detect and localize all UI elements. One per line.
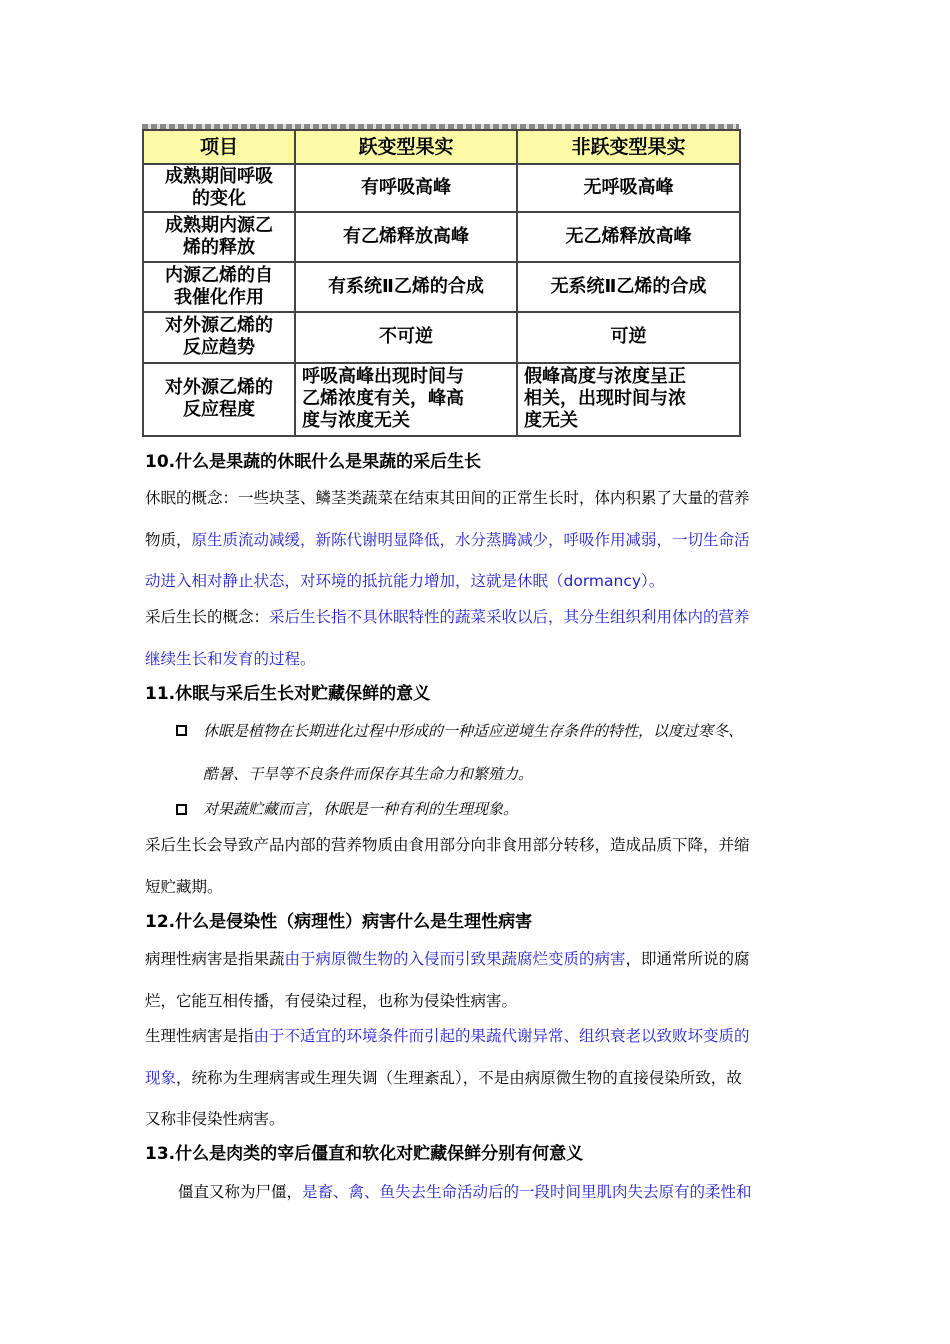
cell: 可逆 [517, 312, 740, 362]
q10-dormancy-line2 [145, 530, 750, 550]
q12-physiological-line1 [145, 1026, 750, 1046]
q12-pathological-line2: 烂，它能互相传播，有侵染过程，也称为侵染性病害。 [145, 992, 518, 1010]
q11-bullet1-line1: 休眠是植物在长期进化过程中形成的一种适应逆境生存条件的特性，以度过寒冬、 [203, 722, 744, 740]
row-label: 成熟期内源乙 烯的释放 [143, 212, 295, 262]
cell: 无系统Ⅱ乙烯的合成 [517, 262, 740, 312]
table-row [143, 262, 740, 312]
checkbox-bullet-icon [176, 725, 187, 736]
table-header-row [143, 130, 740, 164]
header-climacteric: 跃变型果实 [295, 130, 517, 164]
row-label: 内源乙烯的自 我催化作用 [143, 262, 295, 312]
row-label: 对外源乙烯的 反应趋势 [143, 312, 295, 362]
highlighted-text: 采后生长指不具休眠特性的蔬菜采收以后，其分生组织利用体内的营养 [269, 608, 750, 626]
text-run: 物质， [145, 531, 192, 549]
highlighted-text: 是畜、禽、鱼失去生命活动后的一段时间里肌肉失去原有的柔性和 [302, 1183, 752, 1201]
q12-physiological-line3: 又称非侵染性病害。 [145, 1110, 285, 1128]
cell: 有呼吸高峰 [295, 164, 517, 212]
comparison-table-figure [142, 124, 739, 437]
text-run: 病理性病害是指果蔬 [145, 950, 285, 968]
cell: 假峰高度与浓度呈正 相关，出现时间与浓 度无关 [517, 363, 740, 436]
q11-heading: 11.休眠与采后生长对贮藏保鲜的意义 [145, 684, 431, 704]
q12-pathological-line1 [145, 949, 750, 969]
q11-para-line2: 短贮藏期。 [145, 878, 223, 896]
cell: 有系统Ⅱ乙烯的合成 [295, 262, 517, 312]
table-row [143, 312, 740, 362]
table-row [143, 363, 740, 436]
highlighted-text: 由于病原微生物的入侵而引致果蔬腐烂变质的病害 [284, 950, 626, 968]
q10-heading: 10.什么是果蔬的休眠什么是果蔬的采后生长 [145, 452, 482, 472]
text-run: ，统称为生理病害或生理失调（生理紊乱），不是由病原微生物的直接侵染所致，故 [176, 1069, 742, 1087]
cell: 呼吸高峰出现时间与 乙烯浓度有关，峰高 度与浓度无关 [295, 363, 517, 436]
highlighted-text: 现象 [145, 1069, 177, 1087]
cell: 不可逆 [295, 312, 517, 362]
q11-bullet1-line2: 酷暑、干旱等不良条件而保存其生命力和繁殖力。 [203, 765, 534, 783]
q11-bullet2: 对果蔬贮藏而言，休眠是一种有利的生理现象。 [203, 800, 519, 818]
row-label: 对外源乙烯的 反应程度 [143, 363, 295, 436]
text-run: 僵直又称为尸僵， [178, 1183, 303, 1201]
highlighted-text: 由于不适宜的环境条件而引起的果蔬代谢异常、组织衰老以致败坏变质的 [253, 1027, 750, 1045]
cell: 无乙烯释放高峰 [517, 212, 740, 262]
q12-heading: 12.什么是侵染性（病理性）病害什么是生理性病害 [145, 912, 533, 932]
text-run: ，即通常所说的腐 [625, 950, 750, 968]
q10-dormancy-line3: 动进入相对静止状态，对环境的抵抗能力增加，这就是休眠（dormancy）。 [145, 572, 665, 590]
q12-physiological-line2 [145, 1068, 742, 1088]
header-item: 项目 [143, 130, 295, 164]
q10-dormancy-line1: 休眠的概念：一些块茎、鳞茎类蔬菜在结束其田间的正常生长时，体内积累了大量的营养 [145, 489, 750, 507]
cell: 有乙烯释放高峰 [295, 212, 517, 262]
q10-growth-line1 [145, 607, 750, 627]
checkbox-bullet-icon [176, 804, 187, 815]
q13-line1 [178, 1182, 752, 1202]
highlighted-text: 原生质流动减缓，新陈代谢明显降低，水分蒸腾减少，呼吸作用减弱，一切生命活 [191, 531, 750, 549]
q10-growth-line2: 继续生长和发育的过程。 [145, 650, 316, 668]
cell: 无呼吸高峰 [517, 164, 740, 212]
table-row [143, 164, 740, 212]
comparison-table [142, 129, 741, 437]
table-row [143, 212, 740, 262]
header-non-climacteric: 非跃变型果实 [517, 130, 740, 164]
q11-para-line1: 采后生长会导致产品内部的营养物质由食用部分向非食用部分转移，造成品质下降，并缩 [145, 836, 750, 854]
text-run: 采后生长的概念： [145, 608, 270, 626]
text-run: 生理性病害是指 [145, 1027, 254, 1045]
q13-heading: 13.什么是肉类的宰后僵直和软化对贮藏保鲜分别有何意义 [145, 1144, 584, 1164]
row-label: 成熟期间呼吸 的变化 [143, 164, 295, 212]
